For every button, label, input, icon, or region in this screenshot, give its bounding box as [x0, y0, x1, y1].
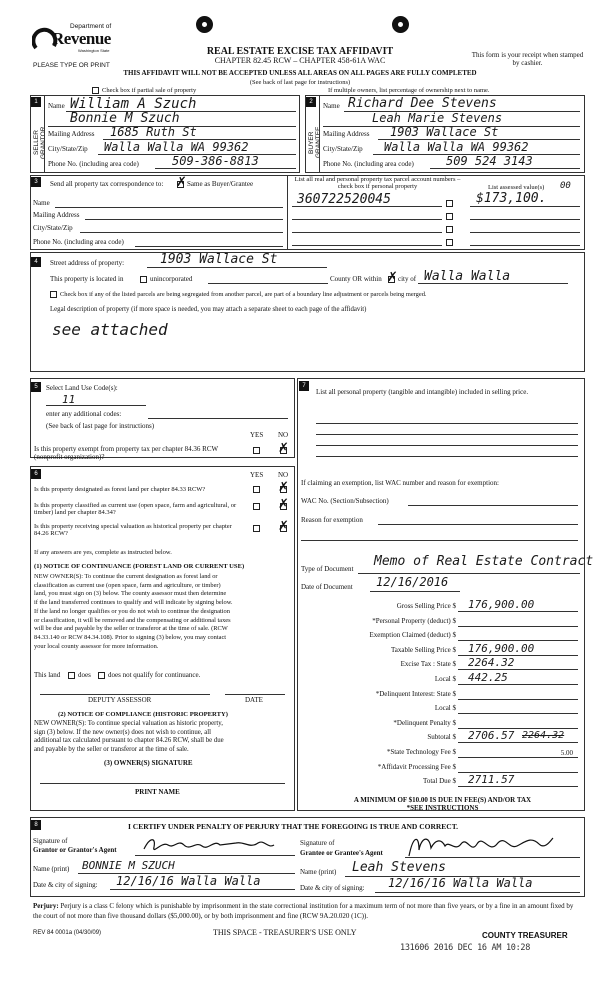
- grantor-sig-label-1: Signature of: [33, 837, 68, 845]
- legal-description-label: Legal description of property (if more space is needed, you may attach a separate sheet to each page of the affidavit): [50, 306, 367, 313]
- grantor-date-label: Date & city of signing:: [33, 881, 98, 889]
- street-address[interactable]: 1903 Wallace St: [160, 252, 278, 267]
- deputy-assessor-label: DEPUTY ASSESSOR: [88, 696, 152, 704]
- continuance-line: 84.33.140 or RCW 84.34.108). Prior to signing (3) below, you may contact: [34, 633, 227, 641]
- calc-row-label: *Personal Property (deduct) $: [372, 616, 456, 625]
- section6-no-header: NO: [278, 471, 289, 479]
- calc-row-value[interactable]: 5.00: [560, 749, 573, 757]
- see-back-text: (See back of last page for instructions): [249, 79, 351, 86]
- type-of-document-label: Type of Document: [301, 565, 354, 573]
- historic-question: Is this property receiving special valuation as historical property per chapter 84.26 RCW?: [34, 523, 232, 538]
- tax-calculation: [300, 600, 585, 790]
- segregation-checkbox[interactable]: [50, 291, 57, 298]
- city-of-check-mark: ✗: [387, 270, 398, 285]
- parcel-4-personal-checkbox[interactable]: [446, 239, 453, 246]
- land-does-checkbox[interactable]: [68, 672, 75, 679]
- buyer-phone-label: Phone No. (including area code): [323, 160, 414, 168]
- land-does-not-label: does not qualify for continuance.: [108, 671, 201, 679]
- calc-row-label: *Affidavit Processing Fee $: [377, 762, 456, 771]
- seller-city[interactable]: Walla Walla WA 99362: [104, 140, 249, 154]
- calc-row-line: [458, 757, 578, 758]
- calc-row-label: Local $: [434, 704, 456, 713]
- continuance-line: If the land no longer qualifies or you do not wish to continue the designation: [34, 607, 230, 615]
- unincorporated-label: unincorporated: [150, 275, 193, 283]
- continuance-line: classification as current use (open space, farm and agriculture, or timber): [34, 581, 221, 589]
- section-6-number: 6: [31, 469, 41, 479]
- seller-name-1[interactable]: William A Szuch: [70, 96, 197, 112]
- corr-city-label: City/State/Zip: [33, 224, 73, 232]
- minimum-due-note: A MINIMUM OF $10.00 IS DUE IN FEE(S) AND/OR TAX: [353, 796, 532, 804]
- continuance-line: NEW OWNER(S): To continue the current designation as forest land or: [34, 573, 218, 580]
- forest-no-check-mark: ✗: [278, 480, 289, 495]
- calc-row-line: [458, 684, 578, 685]
- type-of-document[interactable]: Memo of Real Estate Contract: [374, 554, 594, 569]
- compliance-title: (2) NOTICE OF COMPLIANCE (HISTORIC PROPERTY): [58, 711, 228, 718]
- grantee-signature: [405, 830, 555, 860]
- grantee-sig-label-1: Signature of: [300, 839, 335, 847]
- continuance-line: will be due and payable by the seller or transferor at the time of sale. (RCW: [34, 625, 228, 633]
- treasurer-space-label: THIS SPACE - TREASURER'S USE ONLY: [213, 928, 357, 937]
- city-of-label: city of: [398, 275, 417, 283]
- exempt-no-check-mark: ✗: [278, 441, 289, 456]
- property-city[interactable]: Walla Walla: [424, 269, 511, 284]
- current-use-question: Is this property classified as current use (open space, farm and agricultural, or timber) land per chapter 84.34?: [34, 502, 237, 517]
- section-4-number: 4: [31, 257, 41, 267]
- buyer-name-label: Name: [323, 102, 340, 110]
- land-use-label: Select Land Use Code(s):: [46, 384, 118, 392]
- calc-row-value[interactable]: 2711.57: [468, 773, 515, 787]
- calc-row-label: Gross Selling Price $: [396, 602, 456, 610]
- section-2-number: 2: [306, 97, 316, 107]
- unincorporated-checkbox[interactable]: [140, 276, 147, 283]
- calc-row-line: [458, 786, 578, 787]
- calc-row-line: [458, 626, 578, 627]
- calc-row-value[interactable]: 2706.57: [468, 729, 515, 743]
- calc-row-line: [458, 611, 578, 612]
- certify-statement: I CERTIFY UNDER PENALTY OF PERJURY THAT THE FOREGOING IS TRUE AND CORRECT.: [128, 822, 459, 831]
- buyer-grantee-label: BUYER GRANTEE: [308, 126, 322, 159]
- county-or-within-label: County OR within: [330, 275, 382, 283]
- reason-label: Reason for exemption: [301, 516, 363, 524]
- please-type-print: PLEASE TYPE OR PRINT: [33, 62, 110, 69]
- calc-row-line: [458, 713, 578, 714]
- section6-yes-header: YES: [250, 471, 264, 479]
- logo-top-text: Department of: [70, 23, 112, 30]
- forest-land-question: Is this property designated as forest land per chapter 84.33 RCW?: [34, 486, 206, 493]
- partial-sale-label: Check box if partial sale of property: [102, 87, 197, 94]
- compliance-line: sign (3) below. If the new owner(s) does not wish to continue, all: [34, 728, 211, 736]
- form-chapter: CHAPTER 82.45 RCW – CHAPTER 458-61A WAC: [214, 56, 386, 65]
- multiple-owners-note: If multiple owners, list percentage of ownership next to name.: [328, 87, 490, 94]
- land-use-yes-header: YES: [250, 431, 264, 439]
- county-treasurer-label: COUNTY TREASURER: [482, 931, 568, 940]
- exempt-question: Is this property exempt from property tax per chapter 84.36 RCW (nonprofit organization)?: [34, 445, 218, 462]
- compliance-line: NEW OWNER(S): To continue special valuation as historic property,: [34, 720, 223, 727]
- assessed-header: List assessed value(s): [488, 184, 545, 191]
- exempt-yes-checkbox[interactable]: [253, 447, 260, 454]
- seller-name-2[interactable]: Bonnie M Szuch: [70, 111, 180, 126]
- historic-no-check-mark: ✗: [278, 519, 289, 534]
- grantor-signature: [140, 835, 280, 857]
- compliance-line: additional tax calculated pursuant to chapter 84.26 RCW, shall be due: [34, 737, 224, 744]
- section-5-number: 5: [31, 382, 41, 392]
- perjury-label: Perjury:: [33, 902, 59, 910]
- grantor-print-name[interactable]: BONNIE M SZUCH: [82, 859, 175, 872]
- buyer-phone[interactable]: 509 524 3143: [446, 154, 533, 168]
- date-of-document[interactable]: 12/16/2016: [376, 575, 449, 589]
- calc-row-label: Local $: [434, 675, 456, 683]
- parcel-3-personal-checkbox[interactable]: [446, 226, 453, 233]
- continuance-text: [34, 573, 292, 651]
- section-8-number: 8: [31, 820, 41, 830]
- section-7-number: 7: [299, 381, 309, 391]
- compliance-line: and payable by the seller or transferor at the time of sale.: [34, 745, 189, 753]
- assessed-value-cents: 00: [560, 181, 571, 191]
- calc-row-value[interactable]: 2264.32: [468, 656, 515, 670]
- land-does-not-checkbox[interactable]: [98, 672, 105, 679]
- calc-row-label: Total Due $: [423, 777, 456, 786]
- treasurer-stamp: 131606 2016 DEC 16 AM 10:28: [400, 943, 531, 953]
- perjury-notice: [33, 902, 583, 921]
- seller-city-label: City/State/Zip: [48, 145, 88, 153]
- form-title: REAL ESTATE EXCISE TAX AFFIDAVIT: [206, 46, 394, 57]
- located-in-label: This property is located in: [50, 275, 124, 283]
- calc-row-label: Exemption Claimed (deduct) $: [369, 631, 456, 640]
- punch-hole-right: [392, 16, 409, 33]
- seller-mailing-label: Mailing Address: [48, 130, 95, 138]
- warning-text: THIS AFFIDAVIT WILL NOT BE ACCEPTED UNLESS ALL AREAS ON ALL PAGES ARE FULLY COMPLETED: [123, 69, 477, 77]
- parcel-header: List all real and personal property tax parcel account numbers – check box if personal property: [294, 176, 461, 191]
- segregation-label: Check box if any of the listed parcels are being segregated from another parcel, are part of a boundary line adjustment or parcels being merged.: [60, 291, 427, 298]
- perjury-text: Perjury is a class C felony which is punishable by imprisonment in the state correctional institution for a maximum term of not more than five years, or by a fine in an amount fixed by the court of not more than five thousand dollars ($5,000.00), or by both imprisonment and fine (RCW 9A.20.020 (1C)).: [33, 902, 574, 920]
- calc-row-label: *State Technology Fee $: [386, 748, 456, 756]
- land-use-code[interactable]: 11: [62, 393, 76, 406]
- street-label: Street address of property:: [50, 259, 125, 267]
- form-number: REV 84 0001a (04/30/09): [33, 930, 102, 936]
- see-instructions-note: *SEE INSTRUCTIONS: [406, 804, 479, 812]
- legal-description[interactable]: see attached: [52, 320, 168, 339]
- grantee-name-label: Name (print): [300, 868, 337, 876]
- seller-phone[interactable]: 509-386-8813: [172, 154, 259, 168]
- logo-sub-text: Washington State: [78, 48, 110, 53]
- if-yes-note: If any answers are yes, complete as instructed below.: [34, 549, 172, 556]
- continuance-title: (1) NOTICE OF CONTINUANCE (FOREST LAND OR CURRENT USE): [34, 563, 245, 570]
- land-use-see-back: (See back of last page for instructions): [46, 422, 155, 430]
- land-use-no-header: NO: [278, 431, 289, 439]
- same-as-buyer-label: Same as Buyer/Grantee: [187, 180, 254, 188]
- forest-yes-checkbox[interactable]: [253, 486, 260, 493]
- continuance-line: land, you must sign on (3) below. The county assessor must then determine: [34, 590, 227, 598]
- calc-row-label: Subtotal $: [427, 733, 456, 742]
- buyer-name-1[interactable]: Richard Dee Stevens: [348, 96, 497, 111]
- calc-row-value[interactable]: 176,900.00: [468, 598, 535, 611]
- personal-property-label: List all personal property (tangible and intangible) included in selling price.: [316, 388, 529, 396]
- buyer-mailing-label: Mailing Address: [323, 130, 370, 138]
- current-use-no-check-mark: ✗: [278, 497, 289, 512]
- assessed-value[interactable]: $173,100.: [476, 191, 547, 206]
- send-correspondence-label: Send all property tax correspondence to:: [50, 180, 164, 188]
- parcel-number[interactable]: 360722520045: [297, 192, 391, 207]
- continuance-line: your local county assessor for more information.: [34, 642, 159, 650]
- calc-row-value[interactable]: 442.25: [468, 671, 508, 684]
- grantor-sig-label-2: Grantor or Grantor's Agent: [33, 846, 117, 854]
- owner-signature-title: (3) OWNER(S) SIGNATURE: [104, 759, 193, 767]
- calc-row-value[interactable]: 176,900.00: [468, 641, 535, 655]
- exemption-label: If claiming an exemption, list WAC number and reason for exemption:: [301, 479, 499, 487]
- this-land-label: This land: [34, 671, 61, 679]
- grantor-name-label: Name (print): [33, 865, 70, 873]
- section-1-number: 1: [31, 97, 41, 107]
- deputy-date-label: DATE: [245, 696, 263, 704]
- continuance-line: if the land transferred continues to qualify and will indicate by signing below.: [34, 599, 233, 607]
- receipt-note: This form is your receipt when stamped by cashier.: [471, 51, 584, 67]
- calc-row-label: Taxable Selling Price $: [390, 645, 456, 654]
- grantee-sig-label-2: Grantee or Grantee's Agent: [300, 849, 383, 857]
- parcel-1-personal-checkbox[interactable]: [446, 200, 453, 207]
- punch-hole-left: [196, 16, 213, 33]
- corr-mailing-label: Mailing Address: [33, 211, 80, 219]
- current-use-yes-checkbox[interactable]: [253, 503, 260, 510]
- buyer-name-2[interactable]: Leah Marie Stevens: [372, 111, 503, 125]
- buyer-city[interactable]: Walla Walla WA 99362: [384, 140, 529, 154]
- historic-yes-checkbox[interactable]: [253, 525, 260, 532]
- seller-mailing[interactable]: 1685 Ruth St: [110, 125, 197, 139]
- date-of-document-label: Date of Document: [301, 583, 353, 591]
- additional-codes-label: enter any additional codes:: [46, 410, 122, 418]
- grantee-print-name[interactable]: Leah Stevens: [352, 860, 446, 875]
- calc-row-label: Excise Tax : State $: [400, 660, 456, 669]
- logo-word: Revenue: [52, 29, 111, 48]
- calc-row-line: [458, 742, 578, 743]
- parcel-2-personal-checkbox[interactable]: [446, 213, 453, 220]
- revenue-logo: [32, 20, 122, 60]
- calc-row-label: *Delinquent Interest: State $: [375, 689, 456, 698]
- grantee-date-label: Date & city of signing:: [300, 884, 365, 892]
- partial-sale-checkbox[interactable]: [92, 87, 99, 94]
- seller-name-label: Name: [48, 102, 65, 110]
- seller-phone-label: Phone No. (including area code): [48, 160, 139, 168]
- grantee-date-city[interactable]: 12/16/16 Walla Walla: [388, 876, 533, 890]
- land-does-label: does: [78, 671, 91, 679]
- section-3-number: 3: [31, 177, 41, 187]
- seller-grantor-label: SELLER GRANTOR: [33, 126, 47, 159]
- continuance-line: or classification, it will be removed and the compensating or additional taxes: [34, 616, 231, 624]
- compliance-text: [34, 720, 292, 754]
- buyer-city-label: City/State/Zip: [323, 145, 363, 153]
- buyer-mailing[interactable]: 1903 Wallace St: [390, 125, 499, 139]
- calc-row-label: *Delinquent Penalty $: [393, 718, 456, 727]
- struck-subtotal: 2264.32: [522, 730, 565, 742]
- corr-phone-label: Phone No. (including area code): [33, 238, 124, 246]
- wac-label: WAC No. (Section/Subsection): [301, 497, 389, 505]
- same-as-buyer-check-mark: ✗: [176, 175, 187, 190]
- print-name-label: PRINT NAME: [135, 788, 180, 796]
- corr-name-label: Name: [33, 199, 50, 207]
- calc-row-line: [458, 699, 578, 700]
- grantor-date-city[interactable]: 12/16/16 Walla Walla: [116, 874, 261, 888]
